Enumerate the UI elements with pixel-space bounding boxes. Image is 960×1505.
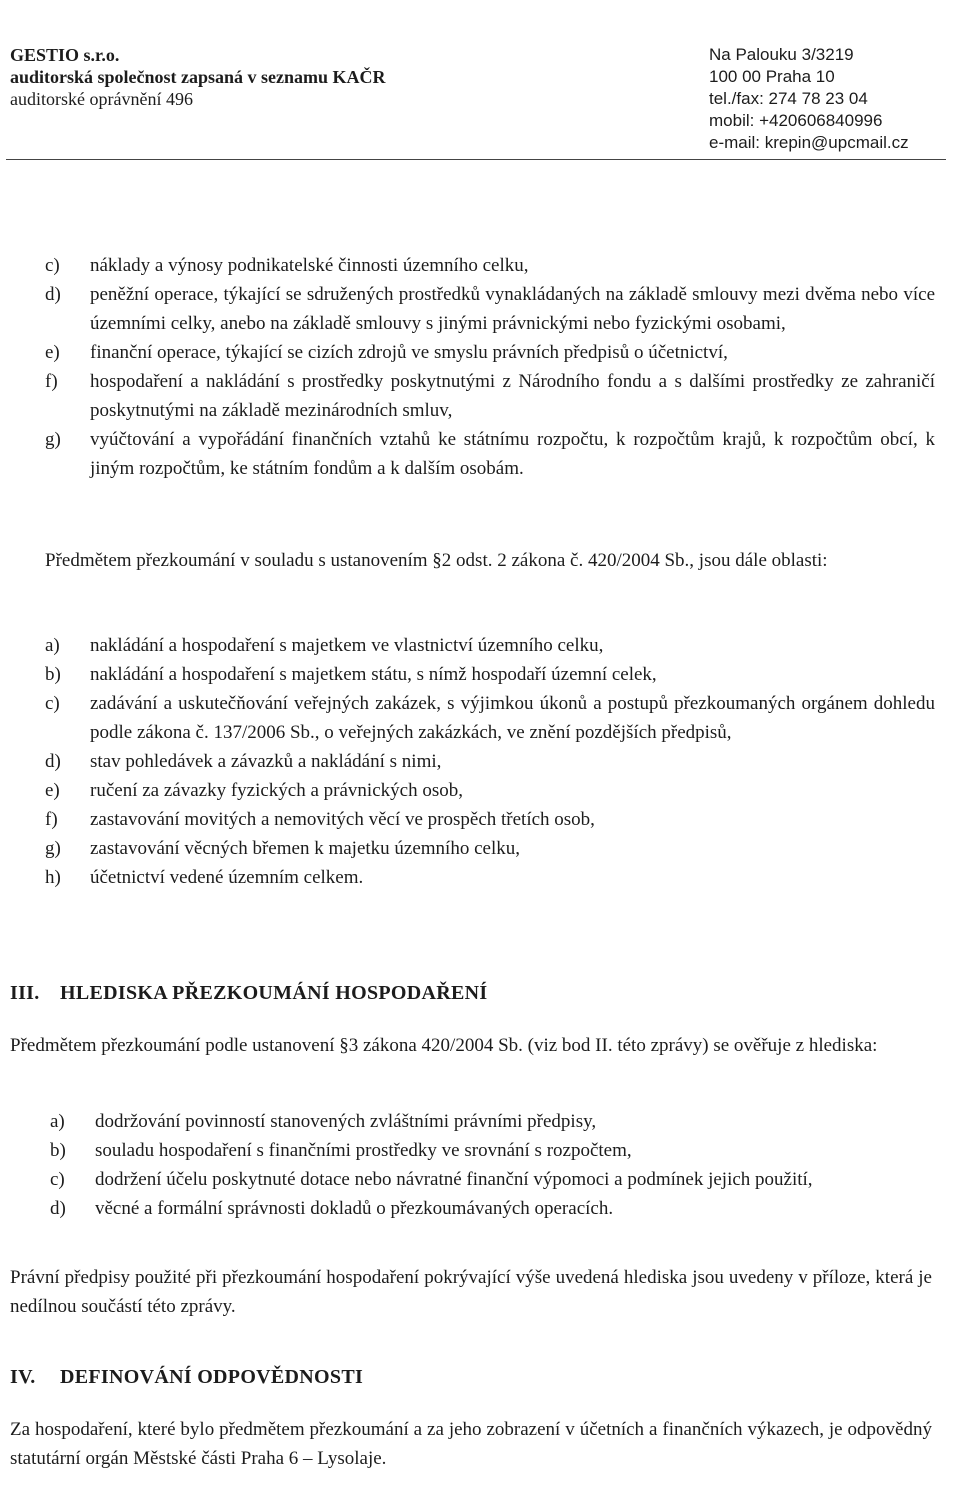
list-item xyxy=(45,834,935,863)
list-item-text: hospodaření a nakládání s prostředky poskytnutými z Národního fondu a s dalšími prostředky ze zahraničí poskytnutými na základě mezinárodních smluv, xyxy=(90,371,935,421)
letterhead-divider xyxy=(6,159,946,160)
section-title: DEFINOVÁNÍ ODPOVĚDNOSTI xyxy=(60,1366,364,1388)
list-item xyxy=(45,747,935,776)
list-marker: c) xyxy=(50,1169,65,1190)
list-item xyxy=(45,631,935,660)
list-marker: g) xyxy=(45,429,61,450)
list-marker: g) xyxy=(45,838,61,859)
list-marker: a) xyxy=(45,635,60,656)
scope-list-continued xyxy=(45,251,935,483)
list-item-text: souladu hospodaření s finančními prostředky ve srovnání s rozpočtem, xyxy=(95,1140,632,1161)
list-item-text: nakládání a hospodaření s majetkem ve vlastnictví územního celku, xyxy=(90,635,604,656)
list-marker: h) xyxy=(45,867,61,888)
list-item xyxy=(45,863,935,892)
section-heading-iii xyxy=(10,982,487,1005)
address-street: Na Palouku 3/3219 xyxy=(709,45,854,64)
paragraph-legal-regulations: Právní předpisy použité při přezkoumání hospodaření pokrývající výše uvedená hlediska jsou uvedeny v příloze, která je nedílnou součástí této zprávy. xyxy=(10,1267,932,1317)
list-marker: a) xyxy=(50,1111,65,1132)
list-item-text: finanční operace, týkající se cizích zdrojů ve smyslu právních předpisů o účetnictví, xyxy=(90,342,728,363)
section-heading-iv xyxy=(10,1366,363,1389)
list-item-text: dodržení účelu poskytnuté dotace nebo návratné finanční výpomoci a podmínek jejich použití, xyxy=(95,1169,813,1190)
list-item-text: náklady a výnosy podnikatelské činnosti územního celku, xyxy=(90,255,529,276)
list-marker: f) xyxy=(45,371,58,392)
company-name: GESTIO s.r.o. xyxy=(10,45,120,65)
list-item xyxy=(50,1165,932,1194)
list-item xyxy=(45,776,935,805)
letterhead-contact-block xyxy=(709,44,909,154)
list-item xyxy=(45,280,935,338)
list-marker: e) xyxy=(45,780,60,801)
list-marker: b) xyxy=(50,1140,66,1161)
list-item-text: stav pohledávek a závazků a nakládání s nimi, xyxy=(90,751,442,772)
list-marker: c) xyxy=(45,693,60,714)
list-item-text: zastavování movitých a nemovitých věcí ve prospěch třetích osob, xyxy=(90,809,595,830)
list-item-text: zastavování věcných břemen k majetku územního celku, xyxy=(90,838,520,859)
list-item xyxy=(45,425,935,483)
list-item-text: účetnictví vedené územním celkem. xyxy=(90,867,364,888)
list-item xyxy=(45,689,935,747)
list-item xyxy=(45,660,935,689)
list-item-text: zadávání a uskutečňování veřejných zakázek, s výjimkou úkonů a postupů přezkoumaných orgánem dohledu podle zákona č. 137/2006 Sb., o veřejných zakázkách, ve znění pozdějších předpisů, xyxy=(90,693,935,743)
paragraph-responsibility: Za hospodaření, které bylo předmětem přezkoumání a za jeho zobrazení v účetních a finančních výkazech, je odpovědný statutární orgán Městské části Praha 6 – Lysolaje. xyxy=(10,1419,932,1469)
list-marker: d) xyxy=(45,284,61,305)
review-criteria-list xyxy=(50,1107,932,1223)
list-item-text: věcné a formální správnosti dokladů o přezkoumávaných operacích. xyxy=(95,1198,614,1219)
list-marker: c) xyxy=(45,255,60,276)
address-city: 100 00 Praha 10 xyxy=(709,67,835,86)
list-marker: f) xyxy=(45,809,58,830)
company-registration: auditorská společnost zapsaná v seznamu KAČR xyxy=(10,67,386,87)
email-address: e-mail: krepin@upcmail.cz xyxy=(709,133,909,152)
auditor-licence: auditorské oprávnění 496 xyxy=(10,89,193,109)
section-number: III. xyxy=(10,982,40,1004)
list-item-text: peněžní operace, týkající se sdružených prostředků vynakládaných na základě smlouvy mezi dvěma nebo více územními celky, anebo na základě smlouvy s jinými právnickými nebo fyzickými osobami, xyxy=(90,284,935,334)
list-marker: b) xyxy=(45,664,61,685)
list-item xyxy=(50,1107,932,1136)
paragraph-scope-areas: Předmětem přezkoumání v souladu s ustanovením §2 odst. 2 zákona č. 420/2004 Sb., jsou dále oblasti: xyxy=(45,550,828,571)
list-item-text: nakládání a hospodaření s majetkem státu, s nímž hospodaří územní celek, xyxy=(90,664,657,685)
list-item xyxy=(45,338,935,367)
list-marker: d) xyxy=(45,751,61,772)
list-item xyxy=(45,251,935,280)
phone-fax: tel./fax: 274 78 23 04 xyxy=(709,89,868,108)
scope-areas-list xyxy=(45,631,935,892)
list-marker: e) xyxy=(45,342,60,363)
list-item xyxy=(50,1194,932,1223)
list-item-text: ručení za závazky fyzických a právnických osob, xyxy=(90,780,463,801)
paragraph-review-criteria: Předmětem přezkoumání podle ustanovení §3 zákona 420/2004 Sb. (viz bod II. této zprávy) se ověřuje z hlediska: xyxy=(10,1035,878,1056)
list-item xyxy=(45,367,935,425)
list-marker: d) xyxy=(50,1198,66,1219)
section-number: IV. xyxy=(10,1366,36,1388)
section-title: HLEDISKA PŘEZKOUMÁNÍ HOSPODAŘENÍ xyxy=(60,982,488,1004)
letterhead-company-block xyxy=(10,44,386,110)
list-item-text: dodržování povinností stanovených zvláštními právními předpisy, xyxy=(95,1111,597,1132)
list-item xyxy=(45,805,935,834)
list-item xyxy=(50,1136,932,1165)
mobile-phone: mobil: +420606840996 xyxy=(709,111,883,130)
list-item-text: vyúčtování a vypořádání finančních vztahů ke státnímu rozpočtu, k rozpočtům krajů, k rozpočtům obcí, k jiným rozpočtům, ke státním fondům a k dalším osobám. xyxy=(90,429,935,479)
